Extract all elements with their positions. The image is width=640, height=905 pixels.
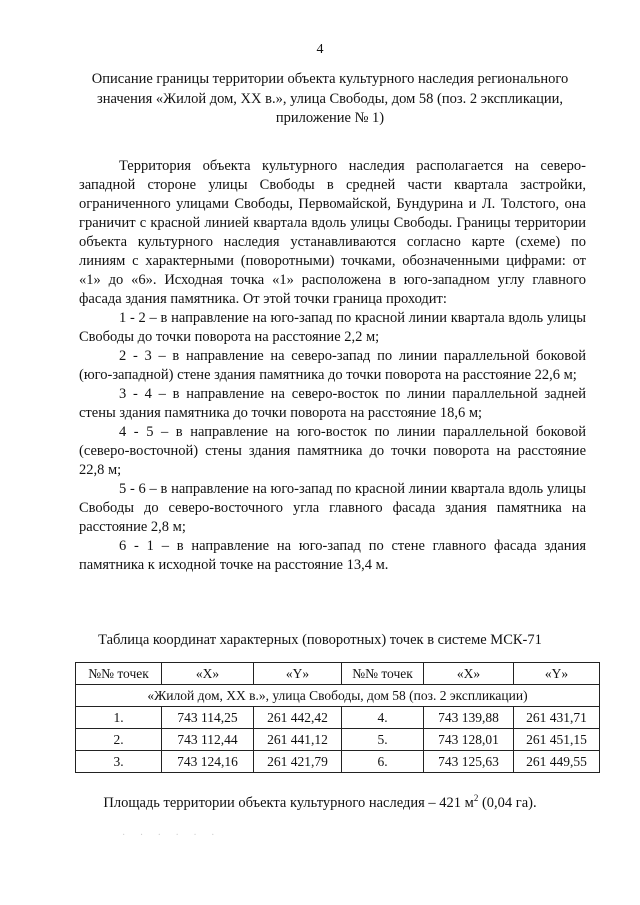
table-cell: 743 128,01	[424, 729, 514, 751]
area-text: Площадь территории объекта культурного наследия – 421 м	[103, 794, 474, 811]
table-subheader: «Жилой дом, XX в.», улица Свободы, дом 58 (поз. 2 экспликации)	[76, 685, 600, 707]
table-cell: 3.	[76, 751, 162, 773]
table-cell: 743 124,16	[162, 751, 254, 773]
table-cell: 261 421,79	[254, 751, 342, 773]
table-header-cell: «Y»	[514, 663, 600, 685]
table-row	[76, 729, 600, 751]
table-subheader-row	[76, 685, 600, 707]
table-header-row	[76, 663, 600, 685]
page-number: 4	[316, 42, 324, 57]
document-title: Описание границы территории объекта культурного наследия регионального значения «Жилой дом, XX в.», улица Свободы, дом 58 (поз. 2 экспликации, приложение № 1)	[91, 71, 569, 126]
table-header-cell: «X»	[424, 663, 514, 685]
table-cell: 261 431,71	[514, 707, 600, 729]
table-header-cell: «Y»	[254, 663, 342, 685]
table-row	[76, 707, 600, 729]
table-header-cell: №№ точек	[76, 663, 162, 685]
segment-6-1: 6 - 1 – в направление на юго-запад по стене главного фасада здания памятника к исходной точке на расстояние 13,4 м.	[79, 538, 586, 573]
table-cell: 743 125,63	[424, 751, 514, 773]
table-row	[76, 751, 600, 773]
area-tail: (0,04 га).	[478, 794, 537, 811]
table-cell: 2.	[76, 729, 162, 751]
segment-5-6: 5 - 6 – в направление на юго-запад по красной линии квартала вдоль улицы Свободы до северо-восточного угла главного фасада здания памятника на расстояние 2,8 м;	[79, 481, 586, 535]
table-cell: 4.	[342, 707, 424, 729]
table-cell: 261 449,55	[514, 751, 600, 773]
table-header-cell: «X»	[162, 663, 254, 685]
table-cell: 743 114,25	[162, 707, 254, 729]
table-cell: 743 139,88	[424, 707, 514, 729]
table-cell: 261 442,42	[254, 707, 342, 729]
scan-artifact: · · · · · ·	[122, 830, 221, 841]
table-cell: 1.	[76, 707, 162, 729]
table-cell: 743 112,44	[162, 729, 254, 751]
segment-4-5: 4 - 5 – в направление на юго-восток по линии параллельной боковой (северо-восточной) стены здания памятника до точки поворота на расстояние 22,8 м;	[79, 424, 586, 478]
segment-2-3: 2 - 3 – в направление на северо-запад по линии параллельной боковой (юго-западной) стене здания памятника до точки поворота на расстояние 22,6 м;	[79, 348, 586, 383]
segment-3-4: 3 - 4 – в направление на северо-восток по линии параллельной задней стены здания памятника до точки поворота на расстояние 18,6 м;	[79, 386, 586, 421]
area-statement	[0, 793, 640, 812]
area-unit-exponent: 2	[473, 793, 479, 803]
intro-paragraph: Территория объекта культурного наследия располагается на северо-западной стороне улицы Свободы в средней части квартала застройки, ограниченного улицами Свободы, Первомайской, Бундурина и Л. Толстого, она граничит с красной линией квартала вдоль улицы Свободы. Границы территории объекта культурного наследия устанавливаются согласно карте (схеме) по линиям с характерными (поворотными) точками, обозначенными цифрами: от «1» до «6». Исходная точка «1» расположена в юго-западном углу главного фасада здания памятника. От этой точки граница проходит:	[79, 158, 586, 307]
coordinates-table	[75, 662, 600, 773]
table-cell: 261 441,12	[254, 729, 342, 751]
table-cell: 5.	[342, 729, 424, 751]
table-caption: Таблица координат характерных (поворотных) точек в системе МСК-71	[98, 632, 542, 648]
table-cell: 6.	[342, 751, 424, 773]
table-cell: 261 451,15	[514, 729, 600, 751]
segment-1-2: 1 - 2 – в направление на юго-запад по красной линии квартала вдоль улицы Свободы до точки поворота на расстояние 2,2 м;	[79, 310, 586, 345]
body-text	[79, 157, 586, 575]
table-header-cell: №№ точек	[342, 663, 424, 685]
